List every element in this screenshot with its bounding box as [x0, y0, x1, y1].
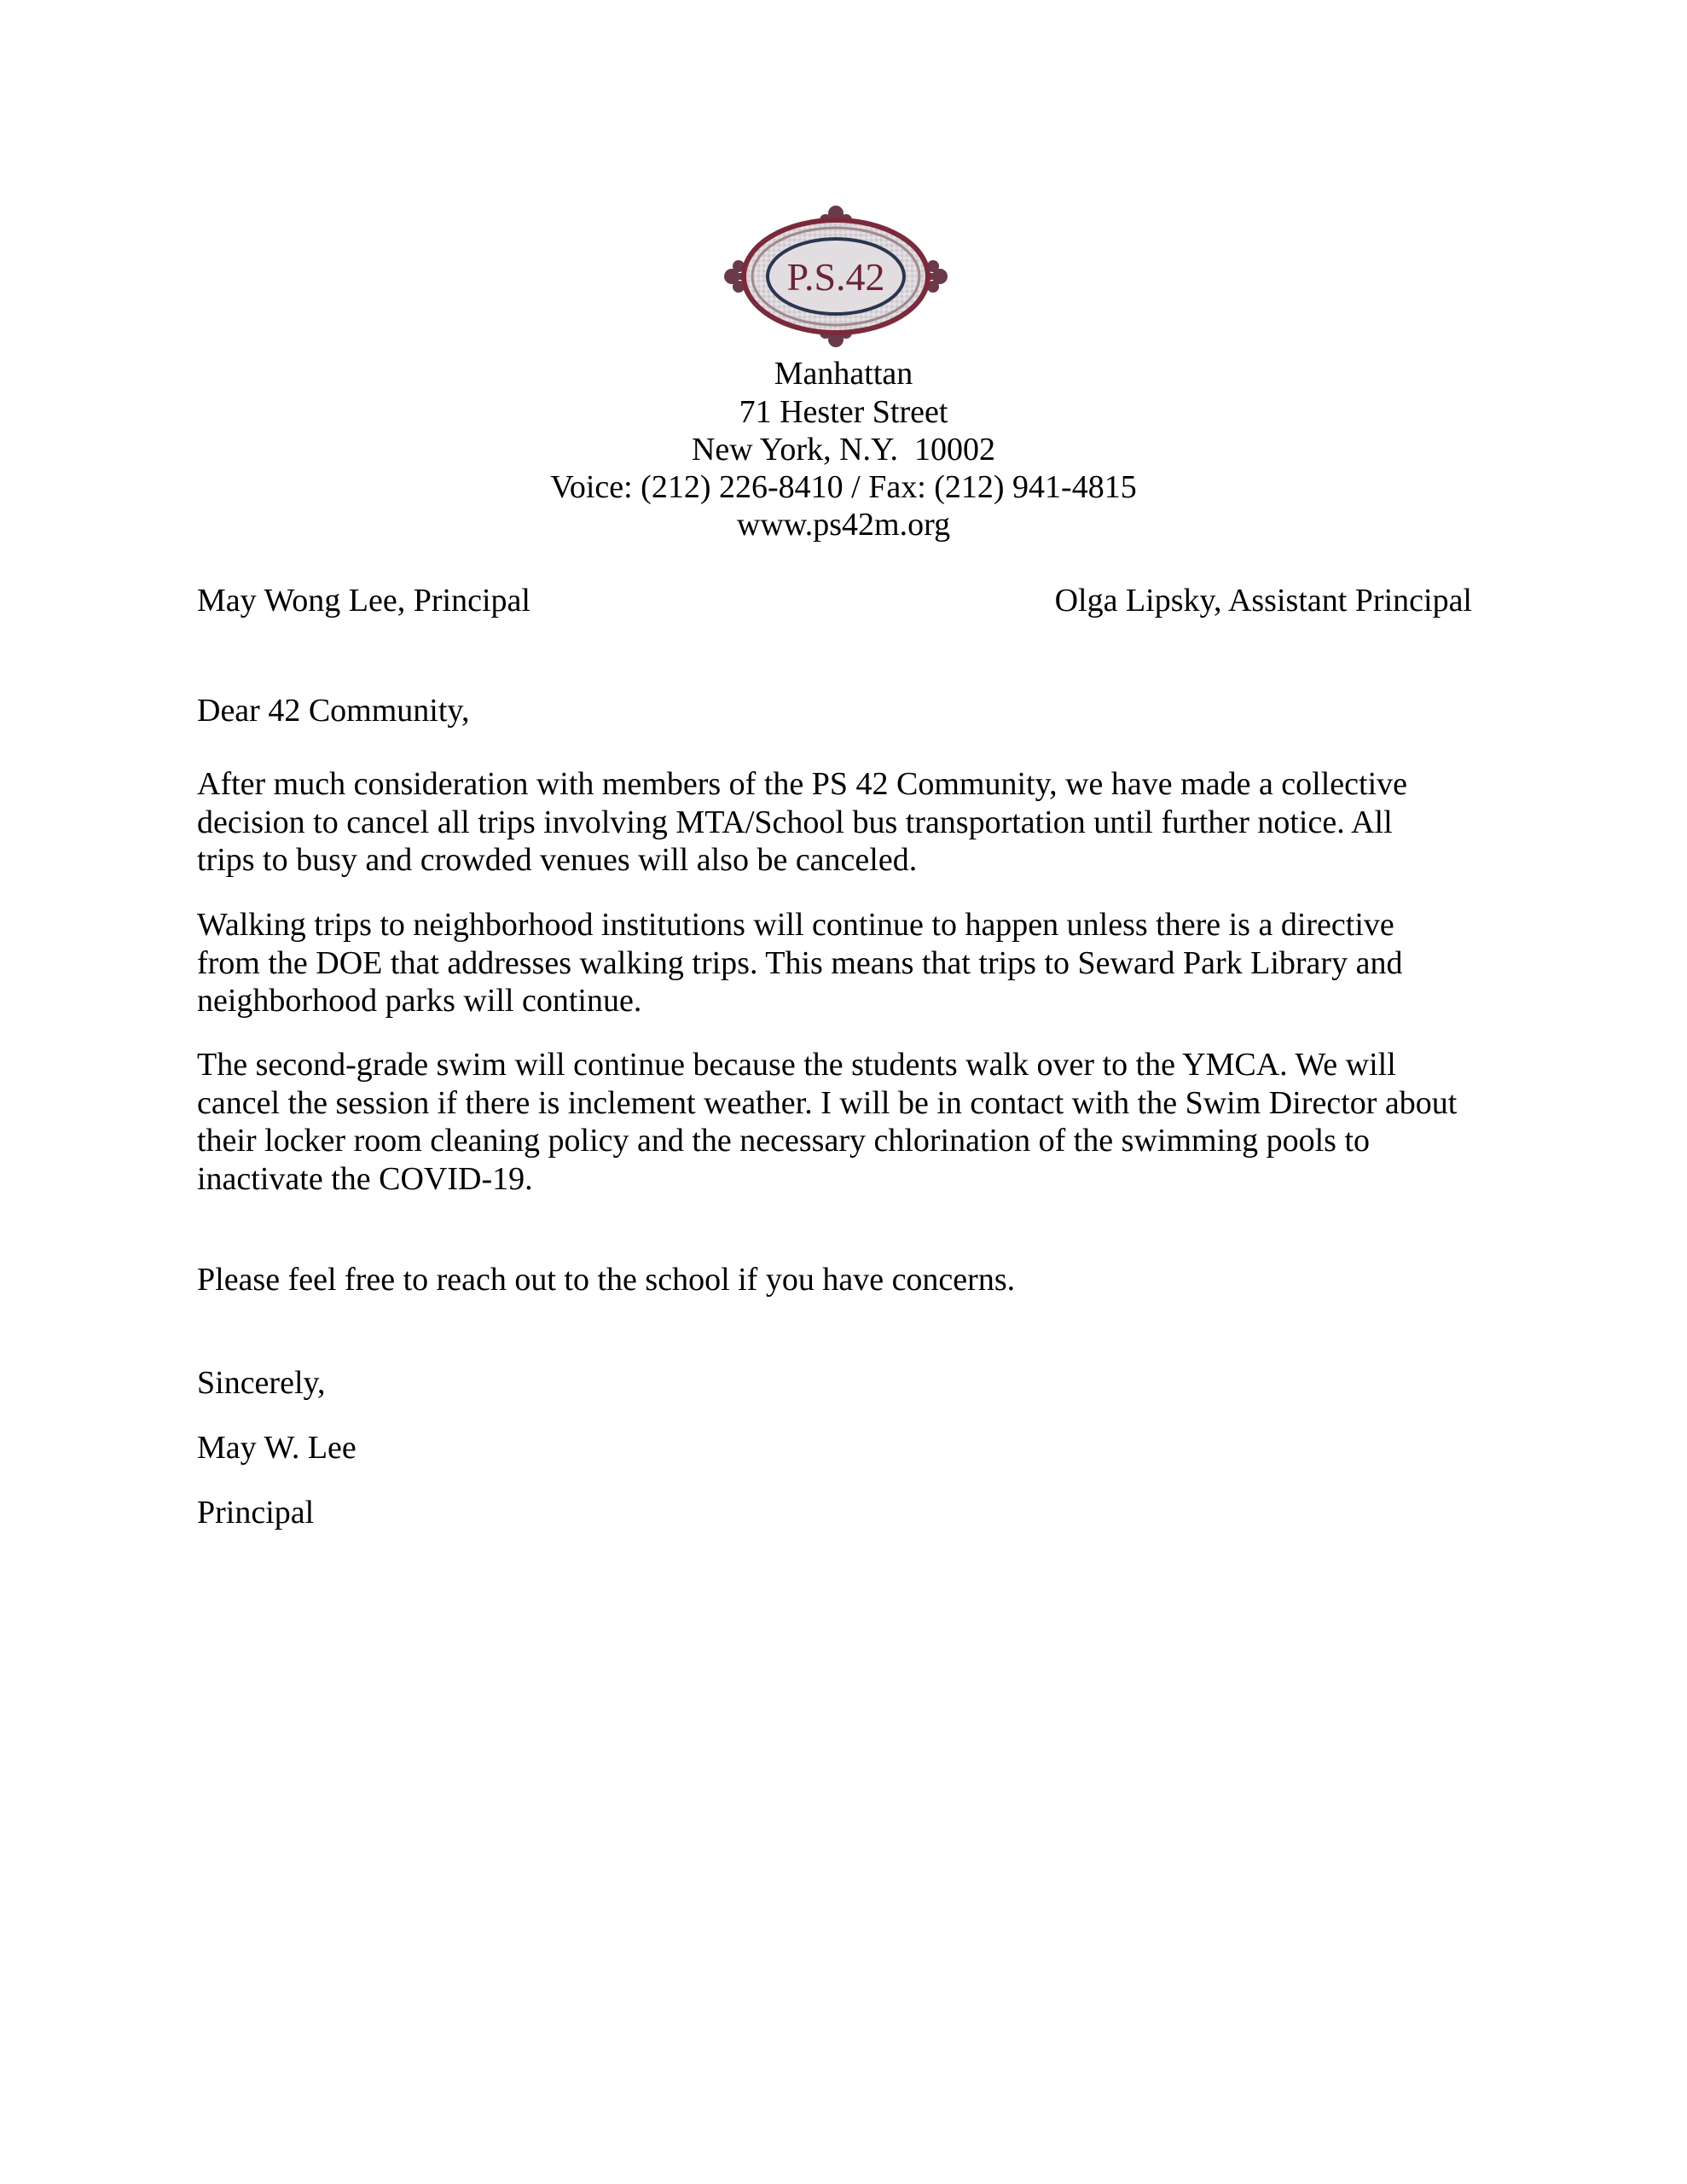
paragraph-swim	[197, 1046, 1528, 1198]
school-logo	[722, 198, 950, 355]
letterhead-website[interactable]: www.ps42m.org	[736, 507, 951, 543]
closing-note: Please feel free to reach out to the school if you have concerns.	[197, 1262, 1016, 1298]
paragraph-line: from the DOE that addresses walking trips. This means that trips to Seward Park Library and	[197, 944, 1403, 981]
salutation: Dear 42 Community,	[197, 693, 470, 729]
logo-text: P.S.42	[786, 255, 885, 299]
letterhead-phone-fax: Voice: (212) 226-8410 / Fax: (212) 941-4815	[550, 469, 1137, 505]
paragraph-line: Walking trips to neighborhood institutions will continue to happen unless there is a directive	[197, 907, 1394, 943]
paragraph-line: decision to cancel all trips involving MTA/School bus transportation until further notice. All	[197, 804, 1393, 840]
signer-title: Principal	[197, 1495, 315, 1531]
paragraph-line: The second-grade swim will continue because the students walk over to the YMCA. We will	[197, 1047, 1396, 1083]
letterhead-city-state-zip: New York, N.Y. 10002	[691, 432, 996, 468]
letterhead-street: 71 Hester Street	[739, 394, 948, 430]
assistant-principal-name: Olga Lipsky, Assistant Principal	[1054, 583, 1472, 619]
paragraph-line: neighborhood parks will continue.	[197, 983, 642, 1019]
paragraph-line: After much consideration with members of the PS 42 Community, we have made a collective	[197, 766, 1408, 802]
sign-off: Sincerely,	[197, 1365, 326, 1401]
principal-name: May Wong Lee, Principal	[197, 583, 530, 619]
paragraph-line: their locker room cleaning policy and the necessary chlorination of the swimming pools to	[197, 1123, 1371, 1159]
letterhead-city: Manhattan	[774, 356, 913, 392]
paragraph-line: cancel the session if there is inclement weather. I will be in contact with the Swim Director about	[197, 1084, 1458, 1121]
paragraph-trips-canceled	[197, 765, 1528, 880]
signer-name: May W. Lee	[197, 1430, 357, 1466]
paragraph-line: trips to busy and crowded venues will also be canceled.	[197, 842, 918, 878]
paragraph-line: inactivate the COVID-19.	[197, 1160, 533, 1197]
paragraph-walking-trips	[197, 906, 1528, 1020]
